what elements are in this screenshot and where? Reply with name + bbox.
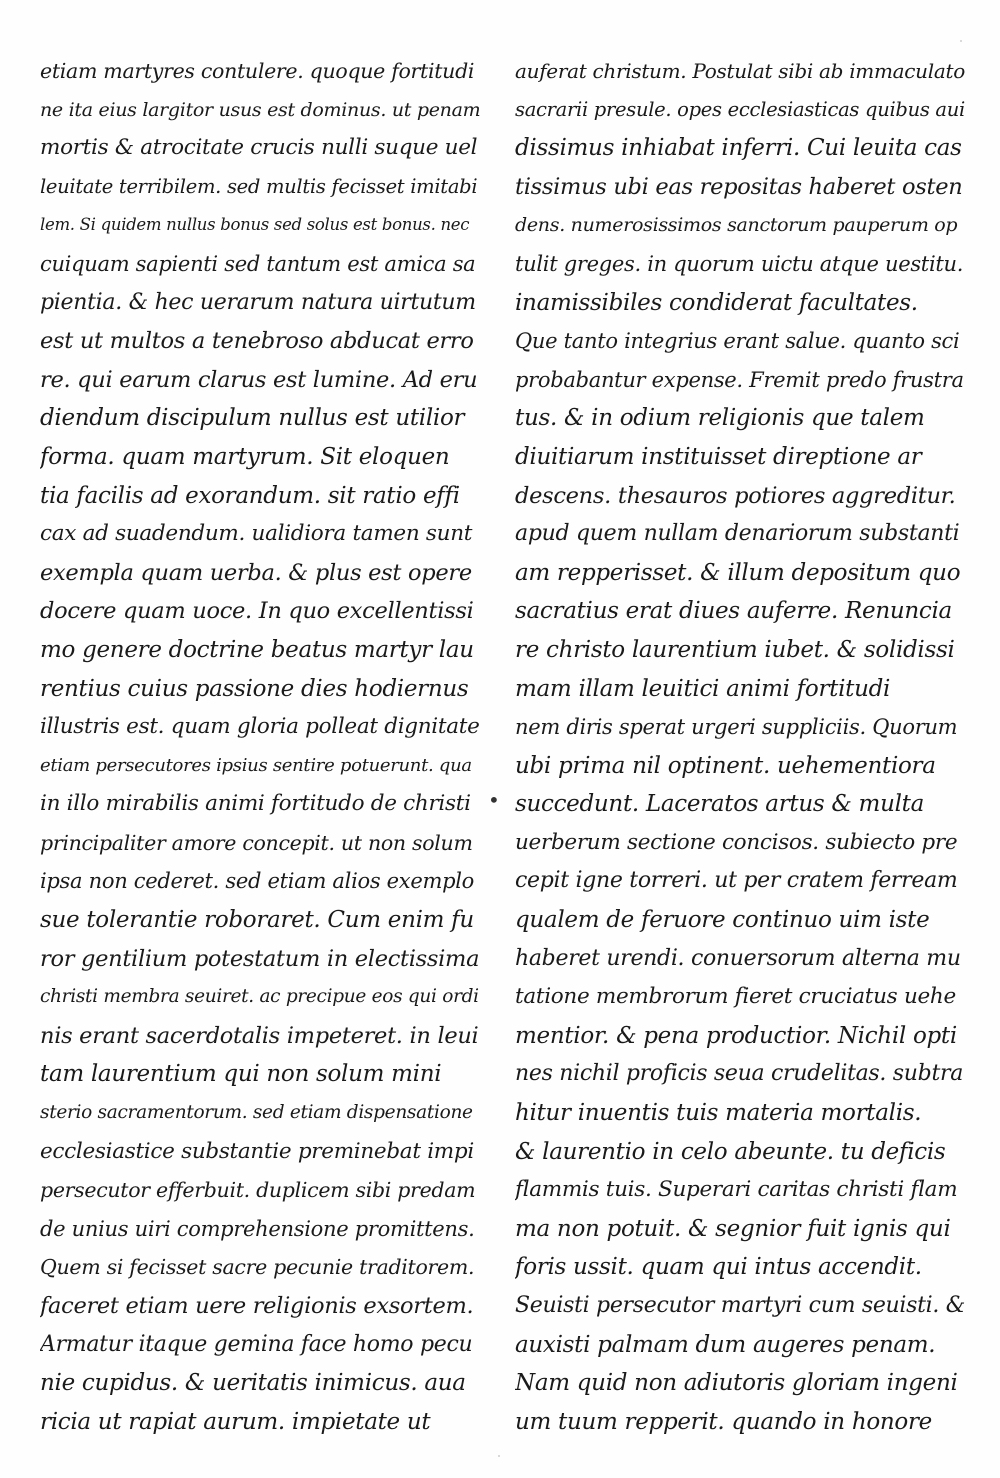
right-column-line: tatione membrorum fieret cruciatus uehe: [515, 984, 956, 1010]
right-column-line: tissimus ubi eas repositas haberet osten: [515, 173, 963, 200]
left-column-line: cuiquam sapienti sed tantum est amica sa: [40, 251, 476, 276]
left-text-column: [40, 52, 480, 1441]
left-column-line: forma. quam martyrum. Sit eloquen: [40, 443, 450, 470]
left-column-line: etiam martyres contulere. quoque fortitudi: [40, 59, 475, 83]
paper-speck: [960, 40, 962, 42]
left-column-line: tam laurentium qui non solum mini: [40, 1061, 442, 1088]
left-column-line: ricia ut rapiat aurum. impietate ut: [40, 1408, 431, 1435]
margin-mark: •: [488, 788, 500, 812]
right-column-line: inamissibiles condiderat facultates.: [515, 289, 918, 316]
left-column-line: sterio sacramentorum. sed etiam dispensatione: [40, 1102, 473, 1124]
right-column-line: tulit greges. in quorum uictu atque uestitu.: [515, 251, 964, 276]
left-column-line: nis erant sacerdotalis impeteret. in leui: [40, 1022, 479, 1049]
right-column-line: haberet urendi. conuersorum alterna mu: [515, 945, 961, 971]
left-column-line: faceret etiam uere religionis exsortem.: [40, 1293, 474, 1319]
right-column-line: Seuisti persecutor martyri cum seuisti. &: [515, 1293, 965, 1318]
left-column-line: exempla quam uerba. & plus est opere: [40, 559, 472, 586]
right-column-line: succedunt. Laceratos artus & multa: [515, 791, 924, 818]
left-column-line: mortis & atrocitate crucis nulli suque uel: [40, 135, 478, 161]
left-column-line: rentius cuius passione dies hodiernus: [40, 675, 469, 702]
right-column-line: Que tanto integrius erant salue. quanto sci: [515, 329, 960, 354]
right-column-line: nes nichil proficis seua crudelitas. subtra: [515, 1061, 964, 1087]
right-text-column: [515, 52, 965, 1441]
left-column-line: Armatur itaque gemina face homo pecu: [40, 1331, 473, 1357]
left-column-line: sue tolerantie roboraret. Cum enim fu: [40, 907, 474, 934]
right-column-line: ubi prima nil optinent. uehementiora: [515, 752, 936, 779]
right-column-line: Nam quid non adiutoris gloriam ingeni: [515, 1370, 958, 1397]
left-column-line: de unius uiri comprehensione promittens.: [40, 1216, 475, 1241]
left-column-line: Quem si fecisset sacre pecunie traditorem.: [40, 1255, 475, 1280]
right-column-line: mam illam leuitici animi fortitudi: [515, 675, 891, 702]
right-column-line: auferat christum. Postulat sibi ab immaculato: [515, 59, 965, 83]
left-column-line: christi membra seuiret. ac precipue eos qui ordi: [40, 986, 479, 1008]
right-column-line: hitur inuentis tuis materia mortalis.: [515, 1100, 922, 1127]
right-column-line: auxisti palmam dum augeres penam.: [515, 1331, 936, 1358]
left-column-line: principaliter amore concepit. ut non solum: [40, 830, 473, 855]
right-column-line: uerberum sectione concisos. subiecto pre: [515, 829, 958, 855]
left-column-line: in illo mirabilis animi fortitudo de christi: [40, 791, 471, 817]
left-column-line: pientia. & hec uerarum natura uirtutum: [40, 289, 476, 315]
right-column-line: foris ussit. quam qui intus accendit.: [515, 1254, 922, 1281]
left-column-line: etiam persecutores ipsius sentire potuerunt. qua: [40, 754, 472, 776]
right-column-line: ma non potuit. & segnior fuit ignis qui: [515, 1215, 951, 1242]
left-column-line: mo genere doctrine beatus martyr lau: [40, 636, 474, 663]
left-column-line: docere quam uoce. In quo excellentissi: [40, 598, 474, 625]
right-column-line: dens. numerosissimos sanctorum pauperum op: [515, 214, 958, 237]
right-column-line: qualem de feruore continuo uim iste: [515, 907, 930, 934]
left-column-line: re. qui earum clarus est lumine. Ad eru: [40, 366, 478, 393]
right-column-line: tus. & in odium religionis que talem: [515, 405, 925, 432]
right-column-line: diuitiarum instituisset direptione ar: [515, 443, 922, 470]
right-column-line: sacratius erat diues auferre. Renuncia: [515, 598, 952, 625]
left-column-line: ne ita eius largitor usus est dominus. ut penam: [40, 98, 480, 121]
right-column-line: apud quem nullam denariorum substanti: [515, 521, 960, 547]
right-column-line: & laurentio in celo abeunte. tu deficis: [515, 1138, 946, 1165]
left-column-line: leuitate terribilem. sed multis fecisset imitabi: [40, 174, 478, 198]
right-column-line: probabantur expense. Fremit predo frustra: [515, 367, 964, 392]
right-column-line: cepit igne torreri. ut per cratem ferream: [515, 868, 958, 894]
left-column-line: illustris est. quam gloria polleat dignitate: [40, 714, 480, 740]
left-column-line: ecclesiastice substantie preminebat impi: [40, 1138, 474, 1164]
right-column-line: sacrarii presule. opes ecclesiasticas quibus aui: [515, 97, 965, 121]
right-column-line: nem diris sperat urgeri suppliciis. Quorum: [515, 715, 958, 740]
left-column-line: est ut multos a tenebroso abducat erro: [40, 328, 474, 355]
left-column-line: persecutor efferbuit. duplicem sibi predam: [40, 1178, 476, 1203]
right-column-line: um tuum repperit. quando in honore: [515, 1408, 932, 1435]
right-column-line: re christo laurentium iubet. & solidissi: [515, 636, 955, 663]
paper-speck: [498, 1455, 500, 1457]
left-column-line: ipsa non cederet. sed etiam alios exemplo: [40, 869, 474, 894]
right-column-line: dissimus inhiabat inferri. Cui leuita cas: [515, 135, 962, 162]
left-column-line: ror gentilium potestatum in electissima: [40, 945, 480, 972]
right-column-line: flammis tuis. Superari caritas christi flam: [515, 1177, 958, 1203]
left-column-line: tia facilis ad exorandum. sit ratio effi: [40, 482, 460, 509]
left-column-line: cax ad suadendum. ualidiora tamen sunt: [40, 521, 473, 547]
right-column-line: descens. thesauros potiores aggreditur.: [515, 482, 956, 509]
right-column-line: am repperisset. & illum depositum quo: [515, 559, 961, 586]
right-column-line: mentior. & pena productior. Nichil opti: [515, 1022, 957, 1049]
left-column-line: lem. Si quidem nullus bonus sed solus est bonus. nec: [40, 215, 470, 235]
left-column-line: nie cupidus. & ueritatis inimicus. aua: [40, 1370, 466, 1397]
left-column-line: diendum discipulum nullus est utilior: [40, 405, 465, 432]
